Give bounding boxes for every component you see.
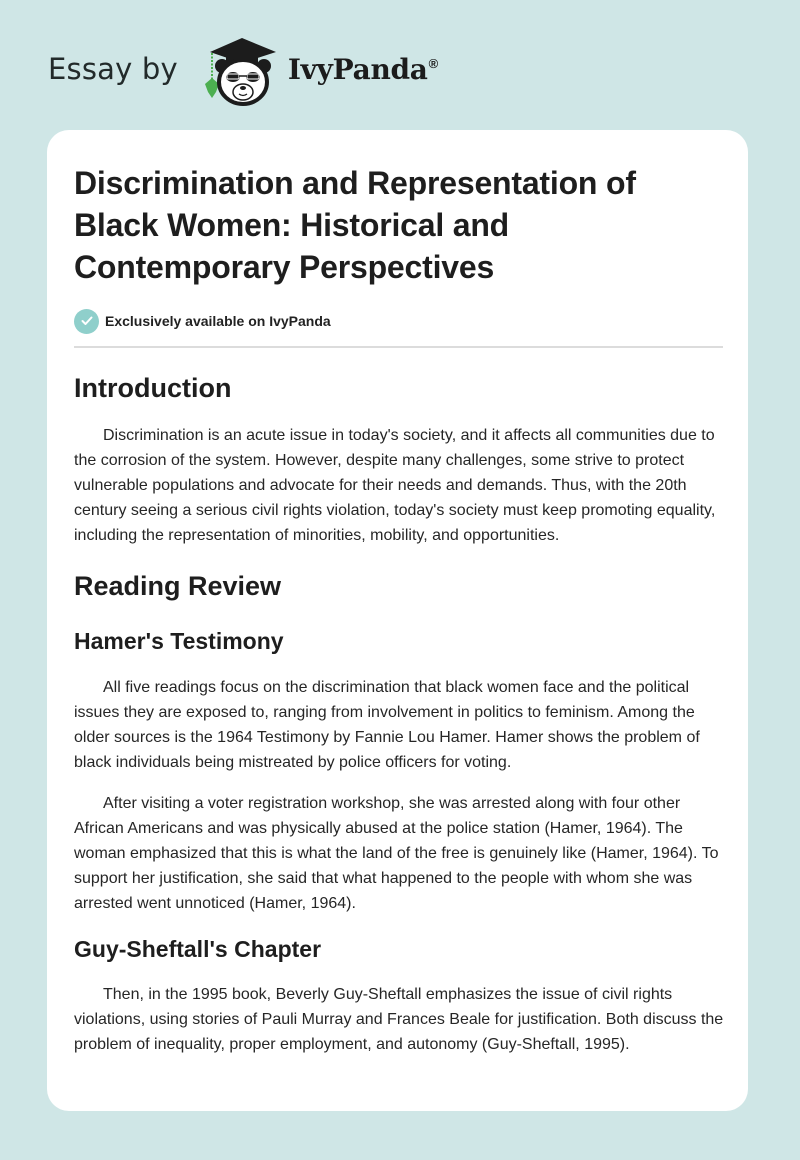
section-reading-review xyxy=(74,568,722,1057)
brand-prefix: Essay by xyxy=(48,52,178,86)
paragraph: All five readings focus on the discrimination that black women face and the political issues they are exposed to, ranging from involvement in politics to feminism. Among the older sources is the 1964 Testimony by Fannie Lou Hamer. Hamer shows the problem of black individuals being mistreated by police officers for voting. xyxy=(74,679,700,771)
brand-name-text: IvyPanda xyxy=(287,52,428,86)
registered-mark: ® xyxy=(428,56,438,72)
section-heading: Reading Review xyxy=(74,571,282,601)
page-title: Discrimination and Representation of Black Women: Historical and Contemporary Perspectives xyxy=(74,165,636,285)
exclusive-badge-text: Exclusively available on IvyPanda xyxy=(105,313,331,329)
brand-name[interactable] xyxy=(288,53,438,86)
panda-graduate-icon[interactable] xyxy=(196,32,284,106)
paragraph: Then, in the 1995 book, Beverly Guy-Sheftall emphasizes the issue of civil rights violations, using stories of Pauli Murray and Frances Beale for justification. Both discuss the problem of inequality, proper employment, and autonomy (Guy-Sheftall, 1995). xyxy=(74,986,724,1053)
check-circle-icon xyxy=(74,309,99,334)
site-header xyxy=(48,34,438,104)
exclusive-badge xyxy=(74,308,722,334)
essay-card xyxy=(47,130,748,1111)
subsection-heading: Hamer's Testimony xyxy=(74,628,284,654)
section-heading: Introduction xyxy=(74,373,232,403)
subsection-heading: Guy-Sheftall's Chapter xyxy=(74,936,322,962)
section-introduction xyxy=(74,370,722,548)
title-divider xyxy=(74,346,723,348)
paragraph: Discrimination is an acute issue in today's society, and it affects all communities due to the corrosion of the system. However, despite many challenges, some strive to protect vulnerable populations and advocate for their needs and demands. Thus, with the 20th century seeing a serious civil rights violation, today's society must keep promoting equality, including the representation of minorities, mobility, and opportunities. xyxy=(74,427,716,544)
paragraph: After visiting a voter registration workshop, she was arrested along with four other African Americans and was physically abused at the police station (Hamer, 1964). The woman emphasized that this is what the land of the free is genuinely like (Hamer, 1964). To support her justification, she said that what happened to the people with whom she was arrested went unnoticed (Hamer, 1964). xyxy=(74,795,719,912)
subsection-guy-sheftalls-chapter xyxy=(74,934,722,1057)
subsection-hamers-testimony xyxy=(74,626,722,916)
